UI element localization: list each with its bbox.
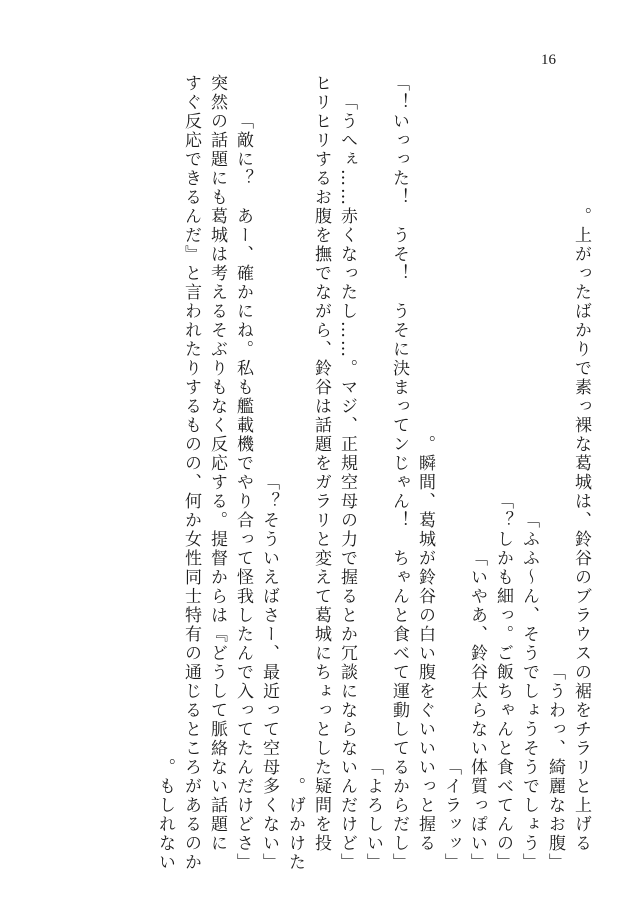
novel-body-text xyxy=(0,74,594,882)
page-number: 16 xyxy=(541,52,556,68)
text-line: 「いやあ、鈴谷太らない体質っぽい」 xyxy=(467,549,487,872)
text-line: 「そういえばさー、最近って空母多くない？」 xyxy=(259,473,279,872)
text-line: 上がったばかりで素っ裸な葛城は、鈴谷のブラウスの裾をチラリと上げる。 xyxy=(571,207,591,872)
text-line: 「いっった！ うそ！ うそに決まってンじゃん！ ちゃんと食べて運動してるからだし！」 xyxy=(389,74,409,872)
text-line: 突然の話題にも葛城は考えるそぶりもなく反応する。提督からは『どうして脈絡ない話題に xyxy=(207,74,227,872)
text-line: 「うわっ、綺麗なお腹」 xyxy=(545,663,565,872)
text-line: 「イラッッ」 xyxy=(441,758,461,872)
text-line: 「うへぇ……赤くなったし……。マジ、正規空母の力で握るとか冗談にならないんだけど」 xyxy=(337,93,357,872)
text-line: 「よろしい」 xyxy=(363,758,383,872)
text-line: げかけた。 xyxy=(285,777,305,872)
text-line: 「ふふ～ん、そうでしょうそうでしょう」 xyxy=(519,511,539,872)
text-line: 「敵に？ あー、確かにね。私も艦載機でやり合って怪我したんで入ってたんだけどさ」 xyxy=(233,112,253,872)
text-line: 「しかも細っ。ご飯ちゃんと食べてんの？」 xyxy=(493,492,513,872)
text-line: すぐ反応できるんだ』と言われたりするものの、何か女性同士特有の通じるところがあるのか xyxy=(181,74,201,872)
text-line: もしれない。 xyxy=(155,758,175,872)
text-line: ヒリヒリするお腹を撫でながら、鈴谷は話題をガラリと変えて葛城にちょっとした疑問を投 xyxy=(311,74,331,872)
text-line: 瞬間、葛城が鈴谷の白い腹をぐいいいっと握る。 xyxy=(415,435,435,872)
